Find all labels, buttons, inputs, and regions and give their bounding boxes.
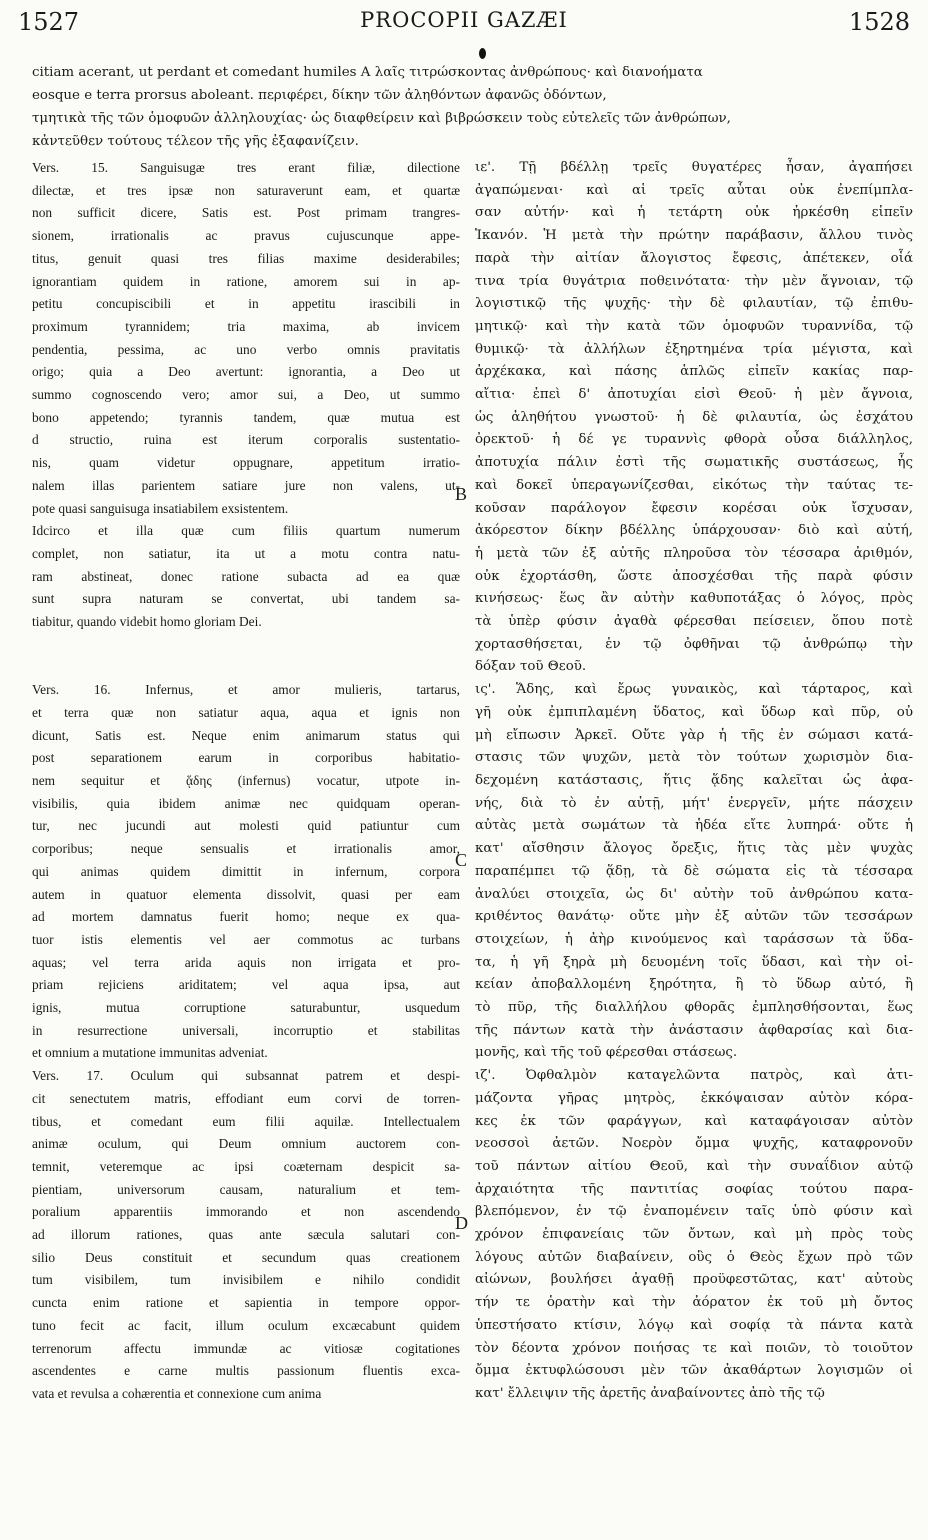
text-line: tum visibilem, tum invisibilem e nihilo condidit — [32, 1272, 460, 1288]
text-line: animæ oculum, qui Deum omnium auctorem con- — [32, 1136, 460, 1152]
text-line: καὶ δοκεῖ ὑπεραγωνίζεσθαι, εἰκότως τὴν ταύτας τε- — [475, 477, 913, 493]
header-ornament — [479, 48, 486, 59]
text-line: κριθέντος θανάτῳ· οὔτε μὴν ἐξ αὐτῶν τῶν τεσσάρων — [475, 909, 913, 925]
text-line: λόγους αὐτῶν διαβαίνειν, οὓς ὁ Θεὸς ἔχων πρὸ τῶν — [475, 1249, 913, 1265]
text-line — [32, 656, 460, 679]
text-line: τα, ἡ γῆ ξηρὰ μὴ δευομένη τοῖς ὕδασι, καὶ τὴν οἰ- — [475, 954, 913, 970]
text-line: ad illorum rationes, quas ante sæcula salutari con- — [32, 1227, 460, 1243]
text-line: sunt supra naturam se convertat, ubi tandem sa- — [32, 591, 460, 607]
text-line: corporibus; neque sensualis et irrationalis amor, — [32, 841, 460, 857]
text-line: proximum tyrannidem; tria maxima, ab invicem — [32, 318, 460, 334]
top-line: τμητικὰ τῆς τῶν ὁμοφυῶν ἀλληλουχίας· ὡς διαφθείρειν καὶ βιβρώσκειν τοὺς εὐτελεῖς τῶν ἀνθρώπων, — [32, 111, 731, 126]
top-line: eosque e terra prorsus aboleant. περιφέρει, δίκην τῶν ἀληθόντων ἀφανῶς ὀδόντων, — [32, 88, 607, 103]
text-line: ὄμμα ἐκτυφλώσουσι μὲν τῶν ἀκαθάρτων λογισμῶν οἱ — [475, 1363, 913, 1379]
text-line: χρόνον ἐπιφανείαις τῶν ὄντων, καὶ μὴ πρὸς τοὺς — [475, 1227, 913, 1243]
margin-mark-d: D — [455, 1213, 468, 1233]
text-line: poralium apparentiis immorando et non ascendendo — [32, 1204, 460, 1220]
text-line: aquas; vel terra arida aquis non irrigata et pro- — [32, 954, 460, 970]
text-line: Vers. 15. Sanguisugæ tres erant filiæ, dilectione — [32, 160, 460, 175]
text-line: titus, genuit quasi tres filias maxime desiderabiles; — [32, 250, 460, 266]
page-number-left: 1527 — [18, 8, 80, 36]
text-line: μονῆς, καὶ τῆς τοῦ φέρεσθαι στάσεως. — [475, 1045, 738, 1061]
text-line: κείαν ἀποβαλλομένη ξηρότητα, ἢ τὸ ὕδωρ αὐτό, ἢ — [475, 977, 913, 993]
text-line: summo cognoscendo vero; amor sui, a Deo, ut summo — [32, 387, 460, 403]
text-line: nem sequitur et ᾅδης (infernus) vocatur, utpote in- — [32, 772, 460, 788]
text-line: αἴτια· ἐπεὶ δ' ἀποτυχίαι εἰσὶ Θεοῦ· ἡ μὲν ἄγνοια, — [475, 387, 913, 403]
text-line: ιζ'. Ὀφθαλμὸν καταγελῶντα πατρὸς, καὶ ἀτι- — [475, 1068, 913, 1084]
text-line: silio Deus constituit et secundum quas creationem — [32, 1249, 460, 1265]
text-line: ἡ μετὰ τῶν ἐξ αὐτῆς πληροῦσα τὸν τέσσαρα ἀριθμόν, — [475, 545, 913, 561]
text-line: τὸ πῦρ, τῆς διαλλήλου φθορᾶς ἐμπλησθήσονται, ἕως — [475, 1000, 913, 1016]
text-line: tuno fecit ac facit, illum oculum excæcabunt quidem — [32, 1317, 460, 1333]
margin-mark-c: C — [455, 850, 468, 870]
text-line: ἀποτυχία πάλιν ἐστὶ τῆς σωματικῆς συστάσεως, ἧς — [475, 455, 913, 471]
text-line: tiabitur, quando videbit homo gloriam Dei. — [32, 614, 262, 630]
text-line: νής, διὰ τὸ ἐν αὐτῇ, μήτ' ἐνεργεῖν, μήτε πάσχειν — [475, 795, 913, 811]
text-line: χορτασθήσεται, ἐν τῷ ὀφθῆναι τῷ ἀνθρώπῳ τὴν — [475, 636, 913, 652]
text-line: ignis, mutua corruptione saturabuntur, usquedum — [32, 1000, 460, 1016]
text-line: τὸν δέοντα χρόνον ποιήσας τε καὶ ποιῶν, τὸ τοιοῦτον — [475, 1340, 913, 1356]
text-line: priam rejiciens ariditatem; vel aqua ipsa, aut — [32, 977, 460, 993]
text-line: οὐκ ἐχορτάσθη, ὥστε ἀποσχέσθαι τῆς παρὰ φύσιν — [475, 568, 913, 584]
text-line: τοῦ πάντων αἰτίου Θεοῦ, καὶ τὴν συναΐδιον αὐτῷ — [475, 1158, 913, 1174]
text-line: λογιστικῷ τῆς ψυχῆς· τὴν δὲ φιλαυτίαν, τῷ ἐπιθυ- — [475, 296, 913, 312]
text-line: cit senectutem matris, effodiant eum corvi de torren- — [32, 1090, 460, 1106]
text-line: ἀρχαιότητα τῆς παντιτίας σοφίας τούτου παρα- — [475, 1181, 913, 1197]
running-title: PROCOPII GAZÆI — [360, 8, 568, 32]
text-line: παραπέμπει τῷ ᾅδῃ, τὰ δὲ σώματα εἰς τὰ τέσσαρα — [475, 863, 913, 879]
text-line: αὐτὰς μετὰ σωμάτων τὰ ἡδέα εἴτε λυπηρά· οὔτε ἡ — [475, 818, 913, 834]
text-line: ὀρεκτοῦ· ἡ δέ γε τυραννὶς φθορὰ οὖσα διάλληλος, — [475, 432, 913, 448]
text-line: terrenorum affectu immundæ ac vitiosæ cogitationes — [32, 1340, 460, 1356]
text-line: pendentia, pessima, ac uno verbo omnis pravitatis — [32, 341, 460, 357]
text-line: origo; quia a Deo avertunt: ignorantia, a Deo ut — [32, 364, 460, 380]
text-line: nalem illas parientem satiare jure non valens, ut- — [32, 477, 460, 493]
text-line: μητικῷ· καὶ τὴν κατὰ τῶν ὁμοφυῶν τυραννίδα, τῷ — [475, 318, 913, 334]
text-line: κες ἐκ τῶν φαράγγων, καὶ καταφάγοισαν αὐτὸν — [475, 1113, 913, 1129]
text-line: visibilis, quia ibidem animæ nec quidquam operan- — [32, 795, 460, 811]
text-line: Vers. 16. Infernus, et amor mulieris, tartarus, — [32, 682, 460, 698]
greek-column — [475, 157, 913, 1406]
text-line: Idcirco et illa quæ cum filiis quartum numerum — [32, 523, 460, 539]
text-line: ὡς ἀληθήτου γνωστοῦ· ἡ δὲ φιλαυτία, ὡς ἐσχάτου — [475, 409, 913, 425]
latin-column — [32, 157, 460, 1406]
top-line: κἀντεῦθεν τούτους τέλεον τῆς γῆς ἐξαφανίζειν. — [32, 134, 359, 149]
text-line: complet, non satiatur, ita ut a motu contra natu- — [32, 545, 460, 561]
text-line: τήν τε ὁρατὴν καὶ τὴν ἀόρατον ἐκ τοῦ μὴ ὄντος — [475, 1295, 913, 1311]
text-line: τὰ ὑπὲρ φύσιν ἀγαθὰ φέρεσθαι πείσειεν, ὅπου ποτὲ — [475, 614, 913, 630]
text-line: cuncta enim ratione et sapientia in tempore oppor- — [32, 1295, 460, 1311]
text-line — [32, 634, 460, 657]
top-line: citiam acerant, ut perdant et comedant humiles A λαῖς τιτρώσκοντας ἀνθρώπους· καὶ διανοήματα — [32, 65, 703, 80]
text-line: ad mortem damnatus fuerit homo; neque ex qua- — [32, 909, 460, 925]
text-line: παρὰ τὴν αἰτίαν ἄλογιστος ἔφεσις, ἀπέτεκεν, οἷά — [475, 250, 913, 266]
text-line: tuor istis elementis vel aer commotus ac turbans — [32, 931, 460, 947]
text-line: in resurrectione universali, incorruptio et stabilitas — [32, 1022, 460, 1038]
text-line: μὴ εἴπωσιν Ἀρκεῖ. Οὔτε γὰρ ἡ τῆς ἐν σώμασι κατά- — [475, 727, 913, 743]
text-line: βλεπόμενον, ἐν τῷ ἐναπομένειν ταῖς ὑπὸ φύσιν καὶ — [475, 1204, 913, 1220]
text-line: et terra quæ non satiatur aqua, aqua et ignis non — [32, 704, 460, 720]
text-line: κατ' αἴσθησιν ἄλογος ὄρεξις, ἥτις τὰς μὲν ψυχὰς — [475, 841, 913, 857]
text-line: κοῦσαν παράλογον ἔφεσιν κορέσαι οὐκ ἴσχυσαν, — [475, 500, 913, 516]
text-line: non sufficit dicere, Satis est. Post primam trangres- — [32, 205, 460, 221]
text-line: κατ' ἔλλειψιν τῆς ἀρετῆς ἀναβαίνοντες ἀπὸ τῆς τῷ — [475, 1385, 825, 1401]
text-line: θυμικῷ· τὰ ἀλλήλων ἐξηρτημένα τρία μέγιστα, καὶ — [475, 341, 913, 357]
text-line: post separationem earum in corporibus habitatio- — [32, 750, 460, 766]
text-line: dicunt, Satis est. Neque enim animarum status qui — [32, 727, 460, 743]
text-line: vata et revulsa a cohærentia et connexione cum anima — [32, 1385, 322, 1401]
margin-mark-b: B — [455, 484, 468, 504]
text-line: ἀναλύει στοιχεῖα, ὡς δι' αὐτὴν τοῦ ἀνθρώπου κατα- — [475, 886, 913, 902]
text-line: ignorantiam quidem in ratione, amorem sui in ap- — [32, 273, 460, 289]
running-header — [18, 8, 910, 54]
text-line: Ἱκανόν. Ἡ μετὰ τὴν πρώτην παράβασιν, ἄλλου τινὸς — [475, 228, 913, 244]
text-line: ἀρχέκακα, καὶ πάσης ἁπλῶς εἰπεῖν κακίας παρ- — [475, 364, 913, 380]
text-line: ις'. Ἅδης, καὶ ἔρως γυναικὸς, καὶ τάρταρος, καὶ — [475, 682, 913, 698]
text-line: σαν αὐτήν· καὶ ἡ τετάρτη οὐκ ἠρκέσθη εἰπεῖν — [475, 205, 913, 221]
text-line: ὑπεστήσατο κτίσιν, λόγῳ καὶ σοφίᾳ τὰ πάντα κατὰ — [475, 1317, 913, 1333]
text-line: qui animas quidem dimittit in infernum, corpora — [32, 863, 460, 879]
text-line: ascendentes e carne multis passionum fluentis exca- — [32, 1363, 460, 1379]
text-line: pote quasi sanguisuga insatiabilem exsistentem. — [32, 500, 289, 516]
text-line: nis, quam videtur oppugnare, appetitum irratio- — [32, 455, 460, 471]
text-line: δόξαν τοῦ Θεοῦ. — [475, 659, 587, 675]
text-line: pientiam, universorum causam, naturalium et tem- — [32, 1181, 460, 1197]
text-line: μάζοντα γῆρας μητρὸς, ἐκκόψαισαν αὐτὸν κόρα- — [475, 1090, 913, 1106]
text-line: temnit, veteremque ac ipsi coæternam despicit sa- — [32, 1158, 460, 1174]
text-line: τῆς πάντων κατὰ τὴν ἀνάστασιν ἀφθαρσίας καὶ δια- — [475, 1022, 913, 1038]
text-line: d structio, ruina est iterum corporalis sustentatio- — [32, 432, 460, 448]
text-line: στοιχείων, ἡ ἀὴρ κινούμενος καὶ ταράσσων τὰ ὕδα- — [475, 931, 913, 947]
text-line: αἰώνων, βουλήσει ἀγαθῇ προϋφεστῶτας, κατ' αὐτοὺς — [475, 1272, 913, 1288]
text-line: dilectæ, et tres ipsæ non saturaverunt eam, et quartæ — [32, 182, 460, 198]
page-number-right: 1528 — [848, 8, 910, 36]
text-line: γῆ οὐκ ἐμπιπλαμένη ὕδατος, καὶ ὕδωρ καὶ πῦρ, οὐ — [475, 704, 913, 720]
text-line: κινήσεως· ἕως ἂν αὐτὴν καθυποτάξας ὁ λόγος, πρὸς — [475, 591, 913, 607]
text-line: ιε'. Τῇ βδέλλῃ τρεῖς θυγατέρες ἦσαν, ἀγαπήσει — [475, 160, 913, 175]
text-line: petitu concupiscibili et in appetitu irascibili in — [32, 296, 460, 312]
text-line: et omnium a mutatione immunitas adveniat. — [32, 1045, 268, 1061]
text-line: Vers. 17. Oculum qui subsannat patrem et despi- — [32, 1068, 460, 1084]
text-line: tur, nec jucundi aut molesti quid patiuntur cum — [32, 818, 460, 834]
text-line: ἀκόρεστον δίκην βδέλλης ὑπάρχουσαν· διὸ καὶ αὐτή, — [475, 523, 913, 539]
text-line: τινα τρία θυγάτρια ποθεινότατα· τὴν μὲν ἄγνοιαν, τῷ — [475, 273, 913, 289]
text-line: sionem, irrationalis ac pravus cujuscunque appe- — [32, 228, 460, 244]
text-line: ram abstineat, donec ratione subacta ad ea quæ — [32, 568, 460, 584]
text-line: δεχομένη κατάστασις, ἥτις ᾅδης καλεῖται ὡς ἀφα- — [475, 772, 913, 788]
text-line: στασις τῶν ψυχῶν, μετὰ τὸν τούτων χωρισμὸν δια- — [475, 750, 913, 766]
text-line: νεοσσοὶ ἀετῶν. Νοερὸν ὄμμα ψυχῆς, καταφρονοῦν — [475, 1136, 913, 1152]
text-line: ἀγαπώμεναι· καὶ αἱ τρεῖς αὗται οὐκ ἐνεπίμπλα- — [475, 182, 913, 198]
text-line: bono appetendo; tyrannis tandem, quæ mutua est — [32, 409, 460, 425]
text-line: autem in quatuor elementa dissolvit, quasi per eam — [32, 886, 460, 902]
text-line: tibus, et comedant eum filii aquilæ. Intellectualem — [32, 1113, 460, 1129]
